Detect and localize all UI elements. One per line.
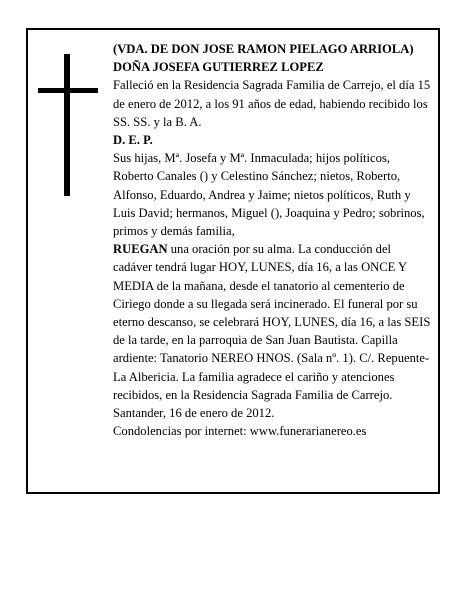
ruegan-label: RUEGAN [113,242,168,257]
widow-line: (VDA. DE DON JOSE RAMON PIELAGO ARRIOLA) [113,42,414,56]
obituary-text [113,40,431,440]
deceased-name: DOÑA JOSEFA GUTIERREZ LOPEZ [113,60,324,75]
dep-line: D. E. P. [113,133,153,148]
cross-icon [38,54,98,196]
request-text: una oración por su alma. La conducción del cadáver tendrá lugar HOY, LUNES, día 16, a las ONCE Y MEDIA de la mañana, desde el tanatorio al cementerio de Ciriego donde a su llegada será incinerado. El funeral por su eterno descanso, se celebrará HOY, LUNES, día 16, a las SEIS de la tarde, en la parroquia de San Juan Bautista. Capilla ardiente: Tanatorio NEREO HNOS. (Sala nº. 1). C/. Repuente-La Albericia. La familia agradece el cariño y atenciones recibidos, en la Residencia Sagrada Familia de Carrejo. [113,242,431,402]
request-paragraph [113,240,431,404]
place-date: Santander, 16 de enero de 2012. [113,406,275,421]
condolences-line: Condolencias por internet: www.funerarianereo.es [113,424,367,439]
family-list: Sus hijas, Mª. Josefa y Mª. Inmaculada; hijos políticos, Roberto Canales () y Celestino Sánchez; nietos, Roberto, Alfonso, Eduardo, Andrea y Jaime; nietos políticos, Ruth y Luis David; hermanos, Miguel (), Joaquina y Pedro; sobrinos, primos y demás familia, [113,151,425,239]
death-announcement: Falleció en la Residencia Sagrada Familia de Carrejo, el día 15 de enero de 2012, a los 91 años de edad, habiendo recibido los SS. SS. y la B. A. [113,78,431,129]
